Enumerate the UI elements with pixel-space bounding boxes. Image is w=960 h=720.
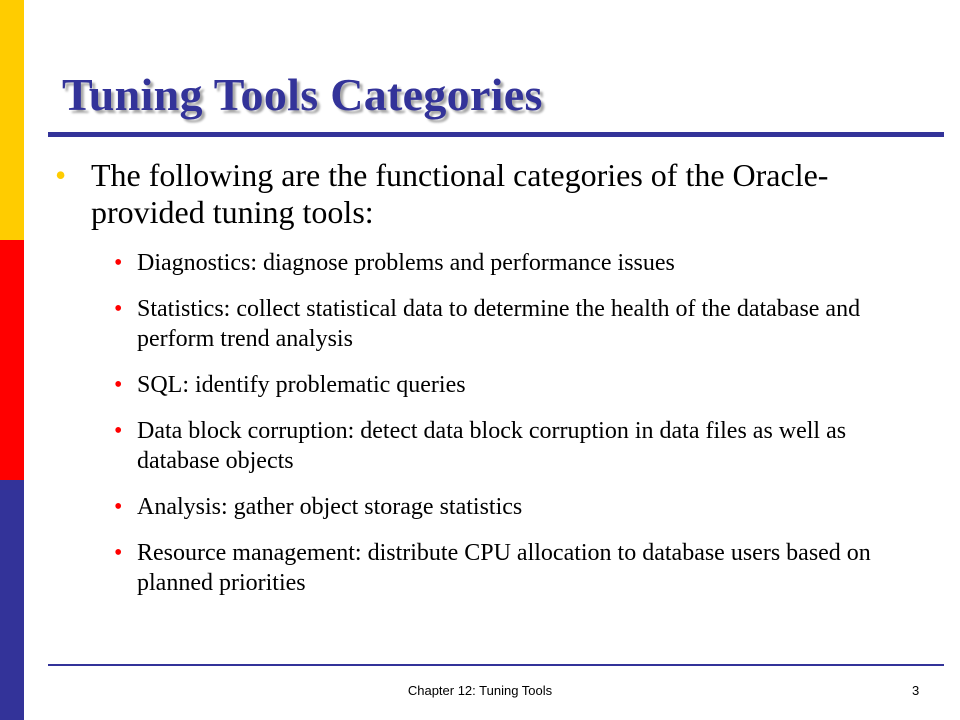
list-item [0, 370, 897, 400]
bullet-icon: • [114, 372, 123, 398]
category-list [0, 248, 960, 614]
bullet-icon: • [114, 418, 123, 444]
page-number: 3 [912, 683, 920, 698]
bullet-icon: • [114, 296, 123, 322]
list-item-text: Resource management: distribute CPU allocation to database users based on planned priorities [137, 540, 871, 596]
list-item [0, 248, 897, 278]
list-item-text: SQL: identify problematic queries [137, 372, 466, 398]
list-item [0, 492, 897, 522]
footer-divider [48, 664, 944, 666]
list-item [0, 416, 897, 476]
list-item-text: Diagnostics: diagnose problems and performance issues [137, 250, 675, 276]
slide-title: Tuning Tools Categories [62, 69, 543, 120]
bullet-icon: • [55, 157, 67, 193]
list-item-text: Statistics: collect statistical data to determine the health of the database and perform trend analysis [137, 296, 861, 352]
intro-text: The following are the functional categories of the Oracle-provided tuning tools: [91, 157, 829, 230]
bullet-icon: • [114, 250, 123, 276]
bullet-icon: • [114, 540, 123, 566]
list-item-text: Data block corruption: detect data block corruption in data files as well as database objects [137, 418, 847, 474]
list-item [0, 538, 897, 598]
bullet-icon: • [114, 494, 123, 520]
list-item [0, 294, 897, 354]
list-item-text: Analysis: gather object storage statistics [137, 494, 523, 520]
footer-chapter: Chapter 12: Tuning Tools [407, 683, 553, 698]
